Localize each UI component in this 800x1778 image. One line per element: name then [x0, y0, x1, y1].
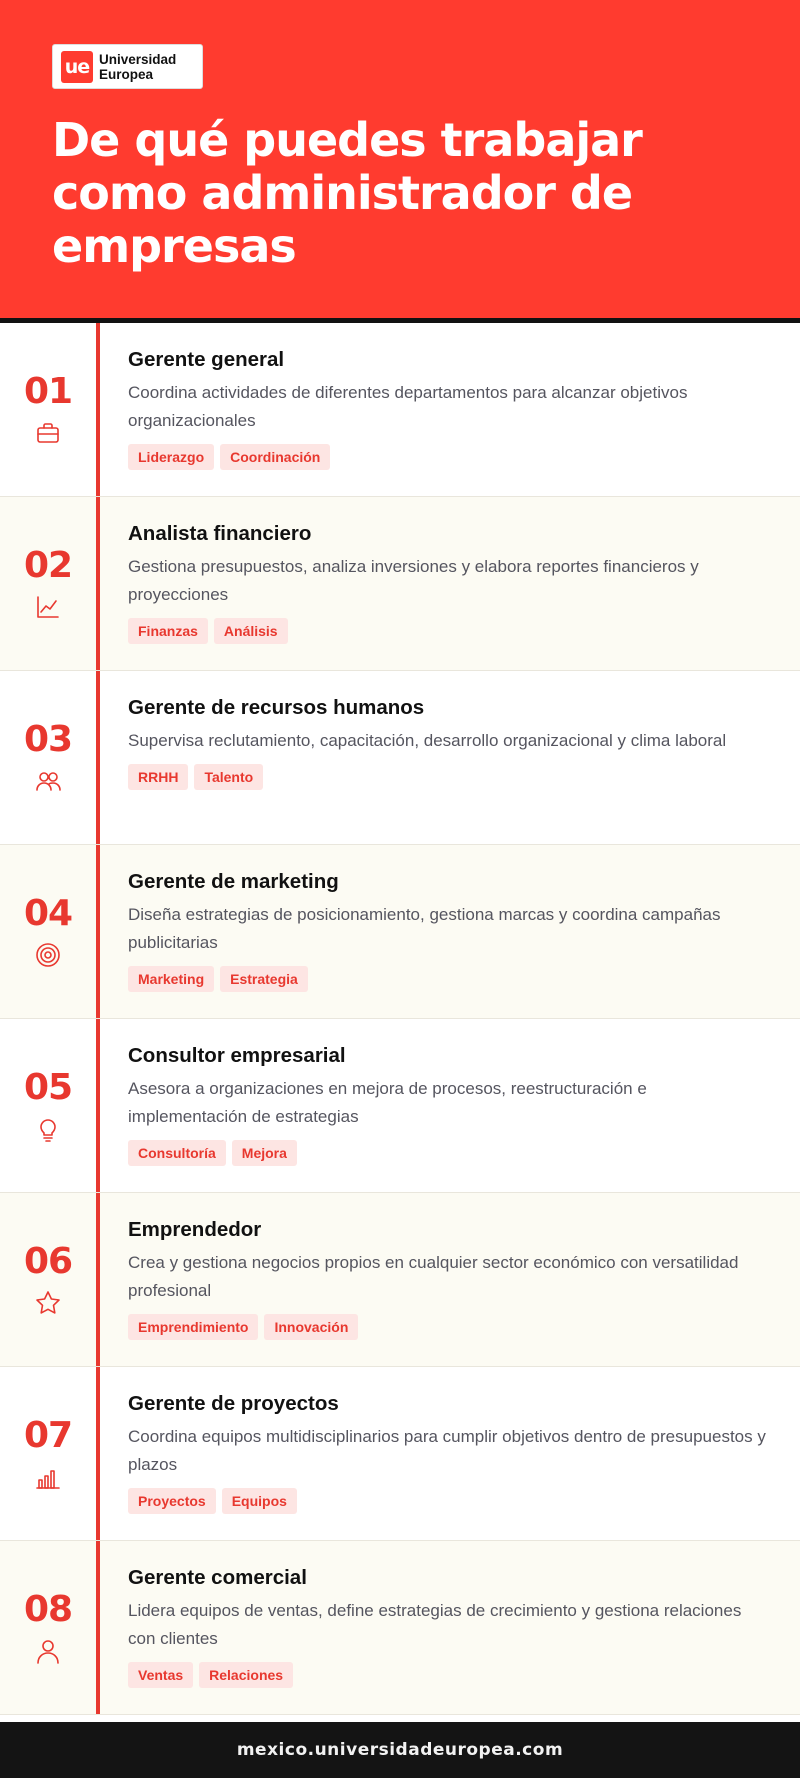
- job-content: [128, 1217, 770, 1340]
- tag-badge: RRHH: [128, 764, 188, 790]
- job-title: Consultor empresarial: [128, 1044, 346, 1067]
- job-card: [0, 1541, 800, 1715]
- accent-divider: [96, 323, 100, 496]
- tag-badge: Innovación: [264, 1314, 358, 1340]
- tag-badge: Finanzas: [128, 618, 208, 644]
- job-description: Coordina equipos multidisciplinarios para cumplir objetivos dentro de presupuestos y plazos: [128, 1427, 766, 1474]
- page-title: De qué puedes trabajar como administrador de empresas: [52, 113, 642, 273]
- job-card: [0, 845, 800, 1019]
- tag-list: [128, 1314, 770, 1340]
- accent-divider: [96, 845, 100, 1018]
- job-number-column: [0, 1193, 96, 1366]
- tag-list: [128, 1140, 770, 1166]
- tag-badge: Emprendimiento: [128, 1314, 258, 1340]
- accent-divider: [96, 1019, 100, 1192]
- job-card: [0, 1193, 800, 1367]
- tag-badge: Estrategia: [220, 966, 308, 992]
- tag-list: [128, 444, 770, 470]
- star-icon: [33, 1288, 63, 1318]
- job-title: Analista financiero: [128, 522, 312, 545]
- tag-badge: Consultoría: [128, 1140, 226, 1166]
- logo-mark: ue: [61, 51, 93, 83]
- job-card: [0, 1367, 800, 1541]
- logo-text: [99, 52, 176, 82]
- job-content: [128, 1391, 770, 1514]
- tag-list: [128, 764, 770, 790]
- job-content: [128, 521, 770, 644]
- job-list: [0, 323, 800, 1715]
- job-description: Asesora a organizaciones en mejora de procesos, reestructuración e implementación de estrategias: [128, 1079, 647, 1126]
- tag-list: [128, 618, 770, 644]
- accent-divider: [96, 1541, 100, 1714]
- job-number: 03: [23, 718, 73, 760]
- job-number: 08: [23, 1588, 73, 1630]
- tag-list: [128, 1662, 770, 1688]
- job-number-column: [0, 323, 96, 496]
- accent-divider: [96, 1193, 100, 1366]
- logo-name-line1: Universidad: [99, 51, 177, 67]
- user-icon: [33, 1636, 63, 1666]
- header: [0, 0, 800, 323]
- job-title: Emprendedor: [128, 1218, 262, 1241]
- tag-badge: Proyectos: [128, 1488, 216, 1514]
- job-number-column: [0, 497, 96, 670]
- tag-badge: Equipos: [222, 1488, 297, 1514]
- job-title: Gerente de recursos humanos: [128, 696, 425, 719]
- tag-badge: Ventas: [128, 1662, 193, 1688]
- job-card: [0, 671, 800, 845]
- job-number-column: [0, 1541, 96, 1714]
- lightbulb-icon: [33, 1114, 63, 1144]
- job-number: 07: [23, 1414, 73, 1456]
- tag-badge: Talento: [194, 764, 263, 790]
- job-title: Gerente general: [128, 348, 285, 371]
- tag-badge: Coordinación: [220, 444, 330, 470]
- footer-url-link[interactable]: mexico.universidadeuropea.com: [236, 1740, 564, 1760]
- logo-name-line2: Europea: [99, 66, 154, 82]
- job-number-column: [0, 1367, 96, 1540]
- tag-badge: Relaciones: [199, 1662, 293, 1688]
- users-icon: [33, 766, 63, 796]
- job-description: Lidera equipos de ventas, define estrategias de crecimiento y gestiona relaciones con clientes: [128, 1601, 742, 1648]
- job-content: [128, 1565, 770, 1688]
- job-number: 02: [23, 544, 73, 586]
- job-card: [0, 323, 800, 497]
- bar-chart-icon: [33, 1462, 63, 1492]
- job-title: Gerente de proyectos: [128, 1392, 339, 1415]
- job-description: Gestiona presupuestos, analiza inversiones y elabora reportes financieros y proyecciones: [128, 557, 699, 604]
- job-number: 04: [23, 892, 73, 934]
- briefcase-icon: [33, 418, 63, 448]
- job-content: [128, 869, 770, 992]
- job-number-column: [0, 1019, 96, 1192]
- job-content: [128, 695, 770, 790]
- footer: [0, 1722, 800, 1778]
- job-description: Coordina actividades de diferentes departamentos para alcanzar objetivos organizacionales: [128, 383, 688, 430]
- job-description: Supervisa reclutamiento, capacitación, desarrollo organizacional y clima laboral: [128, 731, 727, 750]
- tag-badge: Análisis: [214, 618, 288, 644]
- tag-list: [128, 966, 770, 992]
- accent-divider: [96, 671, 100, 844]
- tag-badge: Marketing: [128, 966, 214, 992]
- job-number-column: [0, 845, 96, 1018]
- job-title: Gerente comercial: [128, 1566, 307, 1589]
- job-number: 06: [23, 1240, 73, 1282]
- tag-list: [128, 1488, 770, 1514]
- job-title: Gerente de marketing: [128, 870, 339, 893]
- accent-divider: [96, 497, 100, 670]
- target-icon: [33, 940, 63, 970]
- job-number: 01: [23, 370, 73, 412]
- job-content: [128, 1043, 770, 1166]
- job-number-column: [0, 671, 96, 844]
- line-chart-icon: [33, 592, 63, 622]
- job-description: Diseña estrategias de posicionamiento, gestiona marcas y coordina campañas publicitarias: [128, 905, 721, 952]
- tag-badge: Mejora: [232, 1140, 297, 1166]
- job-number: 05: [23, 1066, 73, 1108]
- tag-badge: Liderazgo: [128, 444, 214, 470]
- brand-logo[interactable]: [52, 44, 203, 89]
- job-content: [128, 347, 770, 470]
- job-card: [0, 1019, 800, 1193]
- job-card: [0, 497, 800, 671]
- accent-divider: [96, 1367, 100, 1540]
- job-description: Crea y gestiona negocios propios en cualquier sector económico con versatilidad profesional: [128, 1253, 739, 1300]
